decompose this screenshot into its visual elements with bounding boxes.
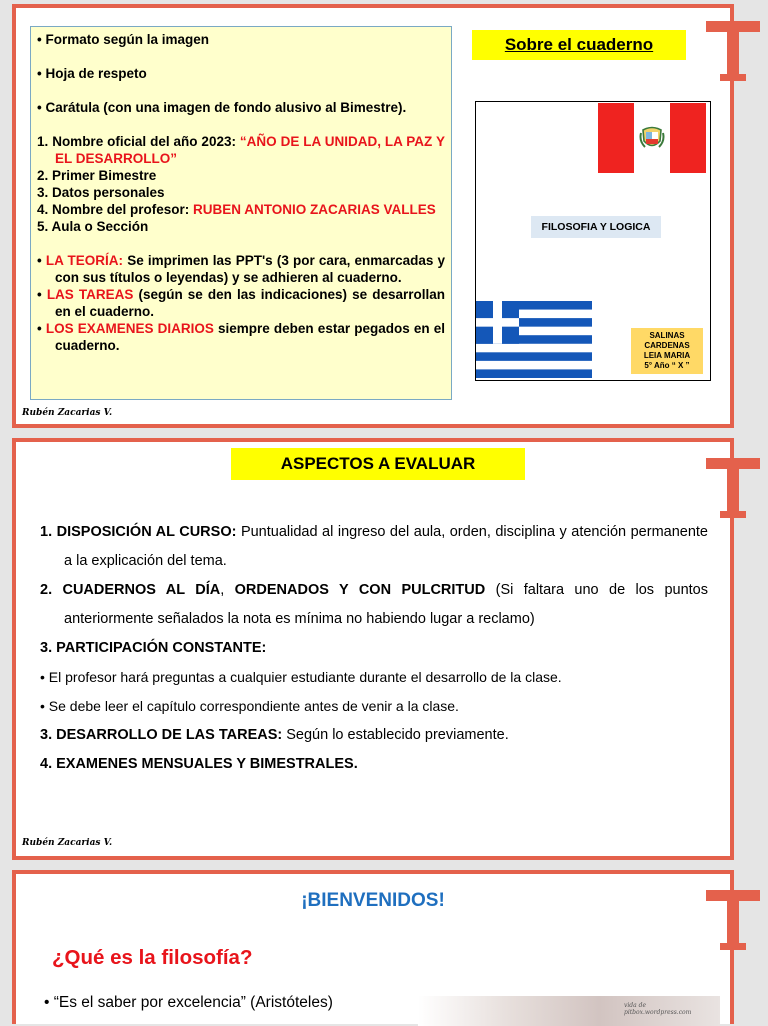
t-logo-icon [706, 458, 760, 518]
list-item: 3. DESARROLLO DE LAS TAREAS: Según lo establecido previamente. [40, 727, 509, 743]
evaluation-list [40, 518, 708, 779]
list-item: 1. DISPOSICIÓN AL CURSO: Puntualidad al ingreso del aula, orden, disciplina y atención permanente a la explicación del tema. [40, 524, 708, 569]
list-subitem: • Se debe leer el capítulo correspondiente antes de venir a la clase. [40, 698, 459, 714]
note-line: • Hoja de respeto [37, 66, 147, 81]
slide-evaluacion [12, 438, 734, 860]
t-logo-icon [706, 890, 760, 950]
author-signature: Rubén Zacarias V. [22, 838, 113, 848]
notes-box [30, 26, 452, 400]
coat-of-arms-icon [639, 125, 665, 151]
list-item: 4. EXAMENES MENSUALES Y BIMESTRALES. [40, 756, 358, 772]
note-line: • Formato según la imagen [37, 32, 210, 47]
note-bullet: • LAS TAREAS (según se den las indicaciones) se desarrollan en el cuaderno. [37, 287, 445, 319]
note-line: 5. Aula o Sección [37, 219, 149, 234]
t-logo-icon [706, 21, 760, 81]
slide-tag: ASPECTOS A EVALUAR [231, 448, 525, 480]
welcome-title: ¡BIENVENIDOS! [301, 890, 445, 911]
note-item: 4. Nombre del profesor: RUBEN ANTONIO ZACARIAS VALLES [37, 202, 436, 217]
note-bullet: • LOS EXAMENES DIARIOS siempre deben estar pegados en el cuaderno. [37, 321, 445, 353]
slide-tag: Sobre el cuaderno [472, 30, 686, 60]
student-name-label: SALINAS CARDENAS LEIA MARIA 5° Año “ X ” [631, 328, 703, 374]
greece-flag [476, 301, 592, 378]
note-line: • Carátula (con una imagen de fondo alusivo al Bimestre). [37, 100, 407, 115]
list-item: 3. PARTICIPACIÓN CONSTANTE: [40, 640, 267, 656]
cover-title: FILOSOFIA Y LOGICA [531, 216, 661, 238]
list-subitem: • El profesor hará preguntas a cualquier estudiante durante el desarrollo de la clase. [40, 669, 562, 685]
question-heading: ¿Qué es la filosofía? [52, 946, 253, 969]
note-item: 1. Nombre oficial del año 2023: “AÑO DE LA UNIDAD, LA PAZ Y EL DESARROLLO” [37, 134, 445, 166]
image-watermark: vida de pitbox.wordpress.com [624, 1002, 692, 1016]
peru-flag [598, 103, 706, 173]
note-line: 3. Datos personales [37, 185, 165, 200]
author-signature: Rubén Zacarias V. [22, 408, 113, 418]
slide-cuaderno [12, 4, 734, 428]
philosophy-image [418, 996, 720, 1026]
note-bullet: • LA TEORÍA: Se imprimen las PPT's (3 por cara, enmarcadas y con sus títulos o leyendas) y se adhieren al cuaderno. [37, 253, 446, 285]
notebook-cover [475, 101, 711, 381]
note-line: 2. Primer Bimestre [37, 168, 157, 183]
slide-bienvenidos [12, 870, 734, 1024]
quote-bullet: • “Es el saber por excelencia” (Aristóteles) [44, 994, 333, 1011]
list-item: 2. CUADERNOS AL DÍA, ORDENADOS Y CON PULCRITUD (Si faltara uno de los puntos anteriormente señalados la nota es mínima no habiendo lugar a reclamo) [40, 582, 708, 627]
